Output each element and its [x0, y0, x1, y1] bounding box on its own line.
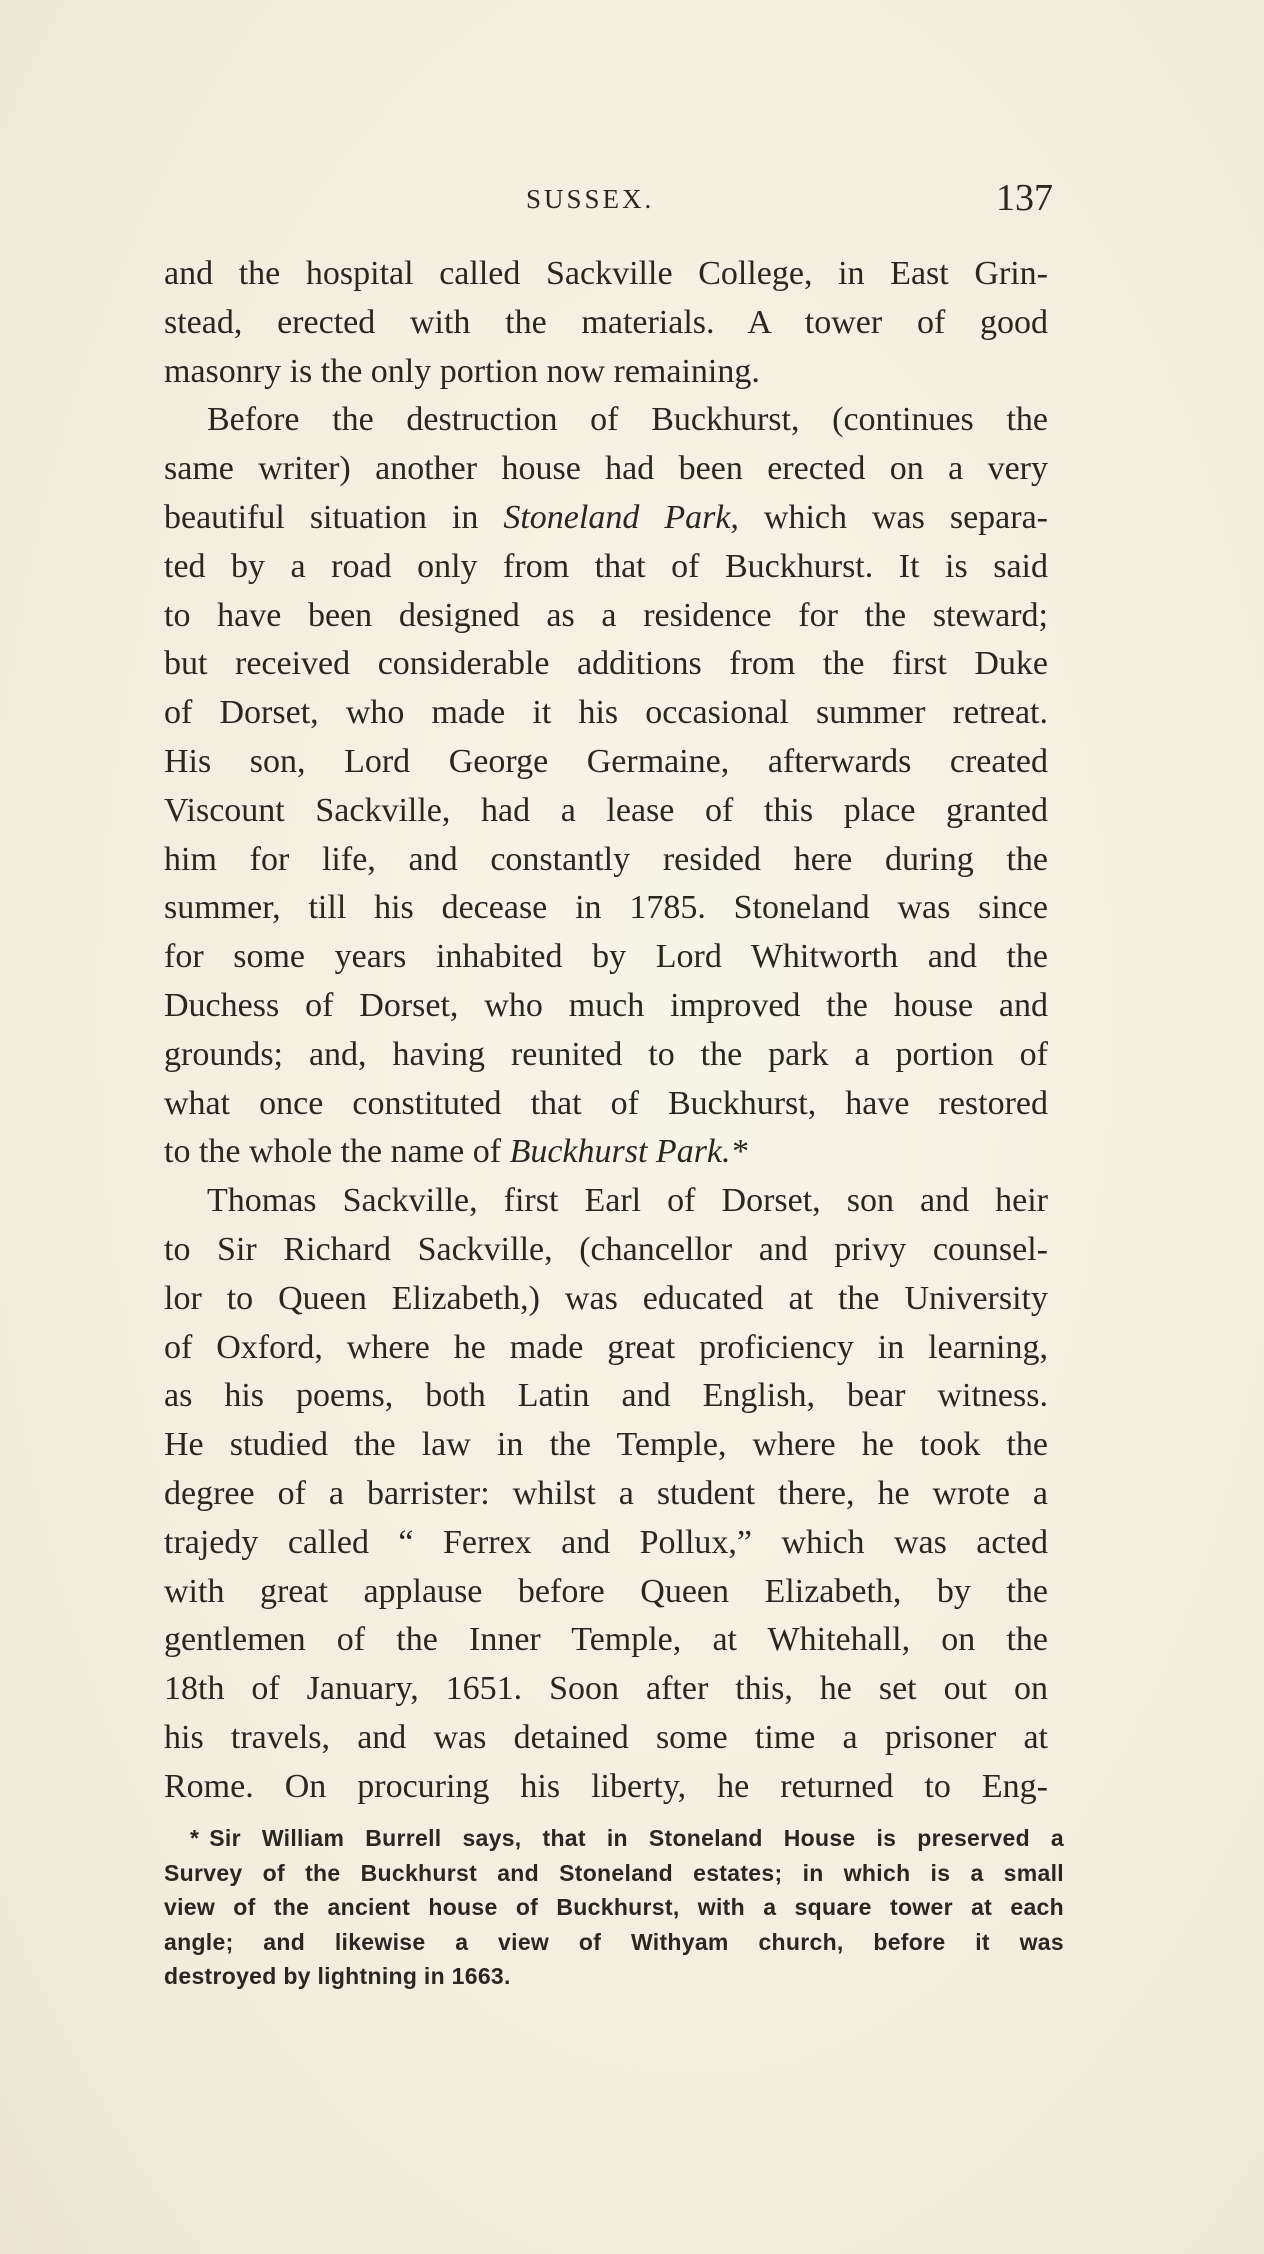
running-head	[0, 177, 1264, 224]
footnote-line: Survey of the Buckhurst and Stoneland estates; in which is a small	[164, 1859, 1064, 1886]
text-line: to Sir Richard Sackville, (chancellor and privy counsel-	[164, 1230, 1048, 1268]
text-line: He studied the law in the Temple, where he took the	[164, 1426, 1048, 1464]
footnote-line: destroyed by lightning in 1663.	[164, 1963, 511, 1989]
text-line: what once constituted that of Buckhurst, have restored	[164, 1084, 1048, 1122]
text-line: masonry is the only portion now remaining.	[164, 352, 760, 390]
text-line: gentlemen of the Inner Temple, at Whitehall, on the	[164, 1621, 1048, 1659]
text-line: Before the destruction of Buckhurst, (continues the	[207, 401, 1048, 439]
text-line: but received considerable additions from the first Duke	[164, 645, 1048, 683]
text-line: ted by a road only from that of Buckhurst. It is said	[164, 547, 1048, 585]
text-line: Thomas Sackville, first Earl of Dorset, son and heir	[207, 1182, 1048, 1220]
text-line: summer, till his decease in 1785. Stoneland was since	[164, 889, 1048, 927]
text-line: and the hospital called Sackville College, in East Grin-	[164, 255, 1048, 292]
footnote-line: angle; and likewise a view of Withyam church, before it was	[164, 1928, 1064, 1955]
text-line: Duchess of Dorset, who much improved the house and	[164, 986, 1048, 1024]
footnote-line: * Sir William Burrell says, that in Stoneland House is preserved a	[190, 1825, 1064, 1851]
text-line: stead, erected with the materials. A tower of good	[164, 303, 1048, 341]
text-line: for some years inhabited by Lord Whitworth and the	[164, 938, 1048, 976]
text-line: same writer) another house had been erected on a very	[164, 450, 1048, 488]
text-line: beautiful situation in Stoneland Park, which was separa-	[164, 498, 1048, 536]
text-line: him for life, and constantly resided here during the	[164, 840, 1048, 878]
body-text	[164, 250, 1048, 1812]
footnote-line: view of the ancient house of Buckhurst, with a square tower at each	[164, 1894, 1064, 1920]
text-line: degree of a barrister: whilst a student there, he wrote a	[164, 1474, 1048, 1512]
text-line: Viscount Sackville, had a lease of this place granted	[164, 791, 1048, 829]
footnote-marker: *	[190, 1825, 200, 1851]
text-line: as his poems, both Latin and English, bear witness.	[164, 1377, 1048, 1415]
text-line: lor to Queen Elizabeth,) was educated at the University	[164, 1279, 1048, 1317]
text-line: 18th of January, 1651. Soon after this, he set out on	[164, 1670, 1048, 1708]
text-line: His son, Lord George Germaine, afterwards created	[164, 742, 1048, 780]
text-line: with great applause before Queen Elizabeth, by the	[164, 1572, 1048, 1610]
text-line: grounds; and, having reunited to the park a portion of	[164, 1035, 1048, 1073]
text-line: his travels, and was detained some time a prisoner at	[164, 1718, 1048, 1756]
italic-place-name: Buckhurst Park.*	[509, 1133, 748, 1171]
text-line: of Oxford, where he made great proficiency in learning,	[164, 1328, 1048, 1366]
italic-place-name: Stoneland Park,	[503, 498, 739, 536]
page-number: 137	[996, 177, 1053, 219]
footnote	[164, 1821, 1064, 1994]
text-line: to have been designed as a residence for the steward;	[164, 596, 1048, 634]
text-line: to the whole the name of Buckhurst Park.*	[164, 1133, 748, 1171]
text-line: trajedy called “ Ferrex and Pollux,” which was acted	[164, 1523, 1048, 1561]
running-head-title: SUSSEX.	[526, 184, 655, 214]
text-line: of Dorset, who made it his occasional summer retreat.	[164, 694, 1048, 732]
text-line: Rome. On procuring his liberty, he returned to Eng-	[164, 1767, 1048, 1805]
